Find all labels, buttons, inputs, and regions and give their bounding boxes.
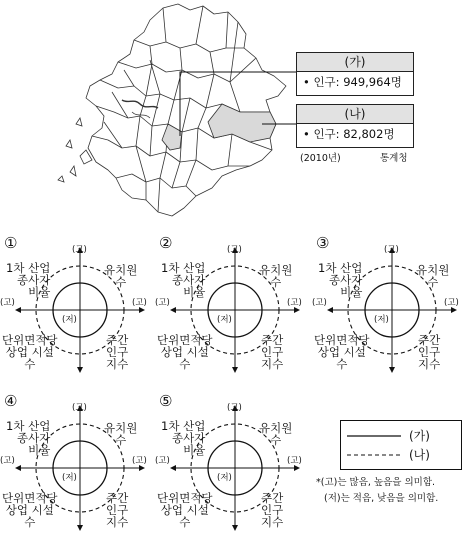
label-low-center: (저) [62, 315, 77, 325]
label-high-top: (고) [384, 245, 399, 255]
label-low-center: (저) [62, 473, 77, 483]
option-number: ④ [4, 392, 18, 410]
option-4 [0, 390, 158, 540]
label-kindergarten: 유치원 수 [259, 421, 293, 447]
label-low-center: (저) [217, 315, 232, 325]
label-kindergarten: 유치원 수 [104, 263, 138, 289]
label-daytime-population: 주간 인구 지수 [261, 333, 284, 371]
box-na-title: (나) [297, 105, 413, 124]
box-ga-row [297, 72, 413, 92]
box-na-label: 인구: [313, 127, 340, 141]
option-5 [155, 390, 313, 540]
map-year: (2010년) [300, 153, 341, 164]
label-high-left: (고) [155, 298, 170, 308]
label-high-top: (고) [72, 245, 87, 255]
box-ga-bullet: • [303, 75, 310, 89]
label-daytime-population: 주간 인구 지수 [261, 491, 284, 529]
label-high-left: (고) [0, 456, 15, 466]
label-commercial-facilities: 단위면적당 상업 시설 수 [157, 333, 213, 371]
label-high-left: (고) [312, 298, 327, 308]
label-commercial-facilities: 단위면적당 상업 시설 수 [2, 491, 58, 529]
legend-note-1: *(고)는 많음, 높음을 의미함. [316, 477, 436, 488]
legend-ga: (가) [409, 429, 430, 443]
label-daytime-population: 주간 인구 지수 [106, 333, 129, 371]
box-ga-title: (가) [297, 53, 413, 72]
option-1 [0, 232, 158, 382]
label-commercial-facilities: 단위면적당 상업 시설 수 [2, 333, 58, 371]
option-number: ① [4, 234, 18, 252]
option-number: ⑤ [159, 392, 173, 410]
option-3 [312, 232, 470, 382]
label-high-right: (고) [132, 456, 147, 466]
map-source: 통계청 [380, 153, 408, 164]
box-na-bullet: • [303, 127, 310, 141]
label-kindergarten: 유치원 수 [104, 421, 138, 447]
label-primary-industry: 1차 산업 종사자 비율 [6, 261, 51, 299]
box-na-row [297, 124, 413, 144]
label-high-left: (고) [155, 456, 170, 466]
label-daytime-population: 주간 인구 지수 [418, 333, 441, 371]
region-ga-highlight [162, 124, 182, 150]
label-high-left: (고) [0, 298, 15, 308]
label-commercial-facilities: 단위면적당 상업 시설 수 [157, 491, 213, 529]
label-high-right: (고) [287, 298, 302, 308]
label-high-top: (고) [227, 245, 242, 255]
label-primary-industry: 1차 산업 종사자 비율 [161, 261, 206, 299]
legend-box [340, 420, 462, 470]
label-primary-industry: 1차 산업 종사자 비율 [318, 261, 363, 299]
legend-note-2: (저)는 적음, 낮음을 의미함. [324, 493, 439, 504]
box-na [296, 104, 414, 148]
label-high-right: (고) [132, 298, 147, 308]
label-kindergarten: 유치원 수 [259, 263, 293, 289]
box-ga-value: 949,964명 [343, 75, 402, 89]
label-primary-industry: 1차 산업 종사자 비율 [6, 419, 51, 457]
box-ga [296, 52, 414, 96]
label-high-right: (고) [287, 456, 302, 466]
option-number: ② [159, 234, 173, 252]
label-daytime-population: 주간 인구 지수 [106, 491, 129, 529]
province-outline [86, 4, 286, 216]
label-primary-industry: 1차 산업 종사자 비율 [161, 419, 206, 457]
label-low-center: (저) [374, 315, 389, 325]
label-high-right: (고) [444, 298, 459, 308]
label-high-top: (고) [72, 403, 87, 413]
label-low-center: (저) [217, 473, 232, 483]
region-na-highlight [208, 104, 276, 142]
legend-lines [347, 421, 407, 469]
box-na-value: 82,802명 [343, 127, 395, 141]
label-high-top: (고) [227, 403, 242, 413]
option-2 [155, 232, 313, 382]
label-commercial-facilities: 단위면적당 상업 시설 수 [314, 333, 370, 371]
box-ga-label: 인구: [313, 75, 340, 89]
option-number: ③ [316, 234, 330, 252]
label-kindergarten: 유치원 수 [416, 263, 450, 289]
legend-na: (나) [409, 448, 430, 462]
